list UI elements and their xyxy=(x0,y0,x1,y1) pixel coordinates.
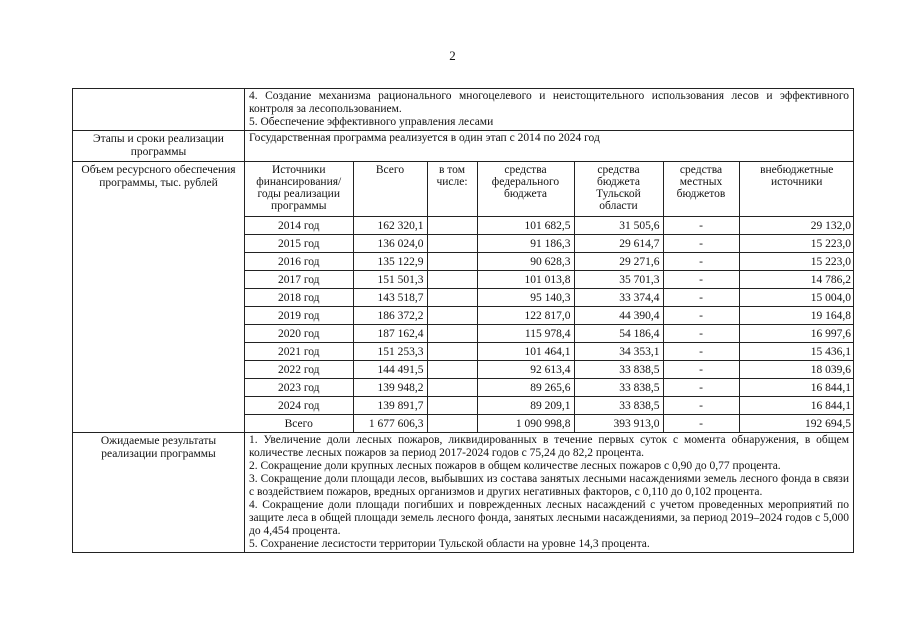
cell-federal: 101 013,8 xyxy=(477,271,574,289)
header-source: Источники финансирования/ годы реализации программы xyxy=(245,162,353,217)
financing-total-row xyxy=(245,415,854,433)
cell-local: - xyxy=(663,415,739,433)
financing-year-row xyxy=(245,325,854,343)
cell-empty xyxy=(427,325,477,343)
cell-federal: 101 682,5 xyxy=(477,217,574,235)
cell-regional: 33 838,5 xyxy=(574,361,663,379)
result-item: 1. Увеличение доли лесных пожаров, ликвидированных в течение первых суток с момента обнаружения, в общем количестве лесных пожаров за период 2017-2024 годов с 75,24 до 82,2 процента. xyxy=(249,434,849,459)
result-item: 5. Сохранение лесистости территории Тульской области на уровне 14,3 процента. xyxy=(249,538,650,550)
financing-year-row xyxy=(245,307,854,325)
header-total: Всего xyxy=(353,162,427,217)
task-item: 4. Создание механизма рационального многоцелевого и неистощительного использования лесов и эффективного контроля за лесопользованием. xyxy=(249,90,849,115)
header-local: средства местных бюджетов xyxy=(663,162,739,217)
cell-year: 2017 год xyxy=(245,271,353,289)
cell-year: 2018 год xyxy=(245,289,353,307)
cell-empty xyxy=(427,289,477,307)
cell-federal: 122 817,0 xyxy=(477,307,574,325)
cell-total: 162 320,1 xyxy=(353,217,427,235)
cell-year: 2023 год xyxy=(245,379,353,397)
cell-extra: 14 786,2 xyxy=(739,271,854,289)
result-item: 2. Сокращение доли крупных лесных пожаров в общем количестве лесных пожаров с 0,90 до 0,77 процента. xyxy=(249,460,781,472)
cell-federal: 91 186,3 xyxy=(477,235,574,253)
stages-row xyxy=(73,131,854,162)
financing-year-row xyxy=(245,289,854,307)
cell-year: 2022 год xyxy=(245,361,353,379)
page-number: 2 xyxy=(449,48,456,63)
cell-empty xyxy=(427,253,477,271)
cell-total: 144 491,5 xyxy=(353,361,427,379)
results-row xyxy=(73,433,854,553)
cell-federal: 95 140,3 xyxy=(477,289,574,307)
header-including: в том числе: xyxy=(427,162,477,217)
financing-table xyxy=(245,162,854,432)
cell-extra: 19 164,8 xyxy=(739,307,854,325)
cell-year: 2024 год xyxy=(245,397,353,415)
cell-local: - xyxy=(663,379,739,397)
cell-year: 2020 год xyxy=(245,325,353,343)
cell-regional: 29 271,6 xyxy=(574,253,663,271)
passport-table xyxy=(72,88,854,553)
cell-total: 139 948,2 xyxy=(353,379,427,397)
tasks-text-cell xyxy=(245,89,854,131)
header-extra: внебюджетные источники xyxy=(739,162,854,217)
cell-empty xyxy=(427,217,477,235)
cell-total: 151 253,3 xyxy=(353,343,427,361)
resources-cell xyxy=(245,162,854,433)
financing-year-row xyxy=(245,271,854,289)
cell-regional: 31 505,6 xyxy=(574,217,663,235)
result-item: 3. Сокращение доли площади лесов, выбывших из состава занятых лесными насаждениями земель лесного фонда в связи с воздействием пожаров, вредных организмов и других негативных факторов, с 0,110 до 0,102 процента. xyxy=(249,473,849,498)
task-item: 5. Обеспечение эффективного управления лесами xyxy=(249,116,494,128)
cell-total: 151 501,3 xyxy=(353,271,427,289)
cell-federal: 90 628,3 xyxy=(477,253,574,271)
cell-extra: 15 223,0 xyxy=(739,235,854,253)
cell-regional: 33 838,5 xyxy=(574,379,663,397)
cell-year: Всего xyxy=(245,415,353,433)
header-federal: средства федерального бюджета xyxy=(477,162,574,217)
cell-extra: 15 004,0 xyxy=(739,289,854,307)
cell-year: 2021 год xyxy=(245,343,353,361)
financing-year-row xyxy=(245,343,854,361)
cell-regional: 33 374,4 xyxy=(574,289,663,307)
cell-extra: 15 223,0 xyxy=(739,253,854,271)
cell-local: - xyxy=(663,361,739,379)
cell-regional: 29 614,7 xyxy=(574,235,663,253)
cell-total: 187 162,4 xyxy=(353,325,427,343)
cell-regional: 393 913,0 xyxy=(574,415,663,433)
cell-local: - xyxy=(663,271,739,289)
cell-federal: 101 464,1 xyxy=(477,343,574,361)
cell-federal: 89 265,6 xyxy=(477,379,574,397)
financing-year-row xyxy=(245,217,854,235)
cell-regional: 35 701,3 xyxy=(574,271,663,289)
cell-extra: 18 039,6 xyxy=(739,361,854,379)
header-regional: средства бюджета Тульской области xyxy=(574,162,663,217)
cell-total: 143 518,7 xyxy=(353,289,427,307)
cell-local: - xyxy=(663,235,739,253)
stages-label: Этапы и сроки реализации программы xyxy=(73,131,245,162)
cell-year: 2014 год xyxy=(245,217,353,235)
cell-federal: 92 613,4 xyxy=(477,361,574,379)
financing-year-row xyxy=(245,379,854,397)
cell-federal: 1 090 998,8 xyxy=(477,415,574,433)
cell-empty xyxy=(427,235,477,253)
cell-extra: 16 844,1 xyxy=(739,379,854,397)
cell-total: 136 024,0 xyxy=(353,235,427,253)
cell-empty xyxy=(427,307,477,325)
cell-local: - xyxy=(663,397,739,415)
result-item: 4. Сокращение доли площади погибших и поврежденных лесных насаждений с учетом проведенных мероприятий по защите леса в общей площади земель лесного фонда, занятых лесными насаждениями, за период 2019–2024 годов с 5,000 до 4,454 процента. xyxy=(249,499,849,537)
cell-extra: 192 694,5 xyxy=(739,415,854,433)
financing-year-row xyxy=(245,235,854,253)
cell-regional: 44 390,4 xyxy=(574,307,663,325)
tasks-label-cell xyxy=(73,89,245,131)
financing-year-row xyxy=(245,253,854,271)
cell-local: - xyxy=(663,325,739,343)
cell-empty xyxy=(427,397,477,415)
resources-row xyxy=(73,162,854,433)
cell-total: 139 891,7 xyxy=(353,397,427,415)
cell-year: 2016 год xyxy=(245,253,353,271)
financing-header-row xyxy=(245,162,854,217)
cell-federal: 89 209,1 xyxy=(477,397,574,415)
cell-empty xyxy=(427,343,477,361)
financing-year-row xyxy=(245,361,854,379)
tasks-row xyxy=(73,89,854,131)
cell-extra: 29 132,0 xyxy=(739,217,854,235)
resources-label: Объем ресурсного обеспечения программы, тыс. рублей xyxy=(73,162,245,433)
cell-total: 186 372,2 xyxy=(353,307,427,325)
cell-local: - xyxy=(663,343,739,361)
cell-empty xyxy=(427,271,477,289)
cell-regional: 34 353,1 xyxy=(574,343,663,361)
cell-empty xyxy=(427,361,477,379)
cell-local: - xyxy=(663,289,739,307)
cell-regional: 33 838,5 xyxy=(574,397,663,415)
results-label: Ожидаемые результаты реализации программы xyxy=(73,433,245,553)
cell-extra: 16 844,1 xyxy=(739,397,854,415)
cell-year: 2019 год xyxy=(245,307,353,325)
cell-total: 1 677 606,3 xyxy=(353,415,427,433)
financing-year-row xyxy=(245,397,854,415)
cell-year: 2015 год xyxy=(245,235,353,253)
cell-empty xyxy=(427,415,477,433)
cell-federal: 115 978,4 xyxy=(477,325,574,343)
cell-extra: 16 997,6 xyxy=(739,325,854,343)
stages-text: Государственная программа реализуется в один этап с 2014 по 2024 год xyxy=(245,131,854,162)
cell-empty xyxy=(427,379,477,397)
cell-local: - xyxy=(663,217,739,235)
cell-extra: 15 436,1 xyxy=(739,343,854,361)
cell-local: - xyxy=(663,253,739,271)
cell-total: 135 122,9 xyxy=(353,253,427,271)
cell-regional: 54 186,4 xyxy=(574,325,663,343)
results-text-cell xyxy=(245,433,854,553)
cell-local: - xyxy=(663,307,739,325)
